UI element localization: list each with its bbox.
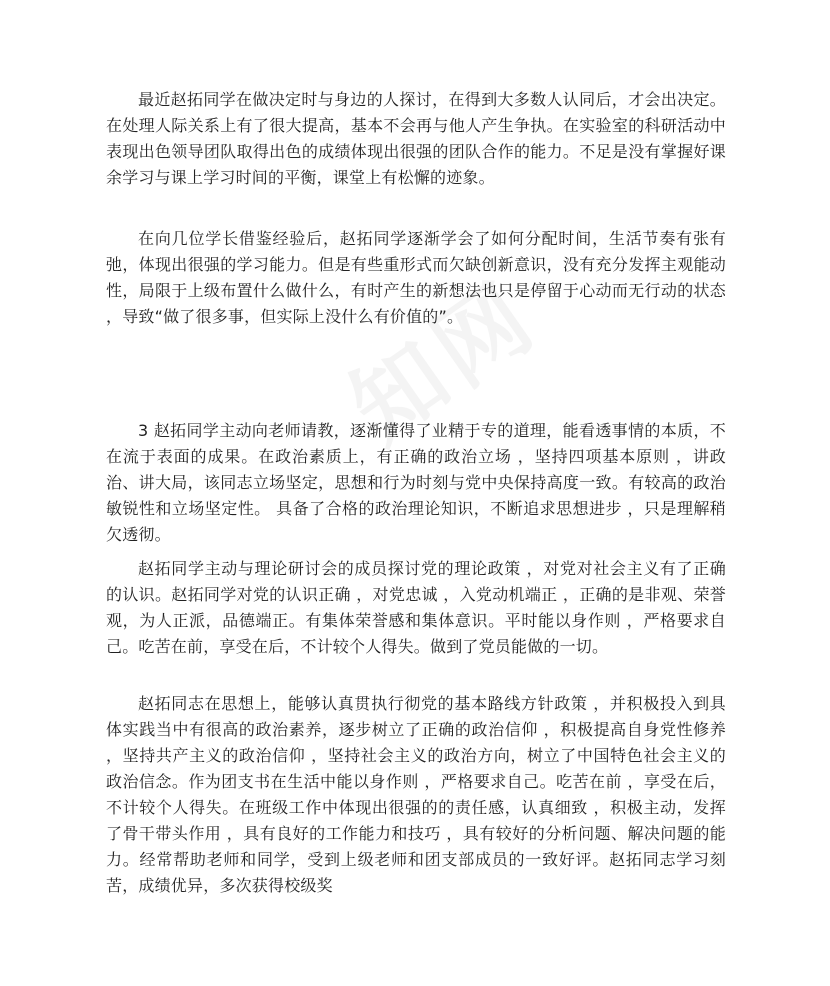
paragraph-3: 3 赵拓同学主动向老师请教，逐渐懂得了业精于专的道理，能看透事情的本质，不在流于表面的成果。在政治素质上，有正确的政治立场 ，坚持四项基本原则 ，讲政治、讲大局，该同志立场坚定，思想和行为时刻与党中央保持高度一致。有较高的政治敏锐性和立场坚定性。 具备了合格的政治理论知识，不断追求思想进步 ，只是理解稍欠透彻。 [106,421,726,544]
paragraph-5: 赵拓同志在思想上，能够认真贯执行彻党的基本路线方针政策 ，并积极投入到具体实践当中有很高的政治素养，逐步树立了正确的政治信仰 ，积极提高自身党性修养 ，坚持共产主义的政治信仰 ，坚持社会主义的政治方向，树立了中国特色社会主义的政治信念。作为团支书在生活中能以身作则 ，严格要求自己。吃苦在前 ，享受在后，不计较个人得失。在班级工作中体现出很强的的责任感，认真细致 ，积极主动，发挥了骨干带头作用 ，具有良好的工作能力和技巧 ，具有较好的分析问题、解决问题的能力。经常帮助老师和同学，受到上级老师和团支部成员的一致好评。赵拓同志学习刻苦，成绩优异，多次获得校级奖 [106,694,726,895]
paragraph-2: 在向几位学长借鉴经验后，赵拓同学逐渐学会了如何分配时间，生活节奏有张有弛，体现出很强的学习能力。但是有些重形式而欠缺创新意识，没有充分发挥主观能动性，局限于上级布置什么做什么，有时产生的新想法也只是停留于心动而无行动的状态 ，导致“做了很多事，但实际上没什么有价值的”。 [106,229,726,326]
paragraph-4: 赵拓同学主动与理论研讨会的成员探讨党的理论政策 ，对党对社会主义有了正确的认识。赵拓同学对党的认识正确 ，对党忠诚 ，入党动机端正 ，正确的是非观、荣誉观，为人正派，品德端正。有集体荣誉感和集体意识。平时能以身作则 ，严格要求自己。吃苦在前，享受在后，不计较个人得失。做到了党员能做的一切。 [106,559,726,656]
paragraph-1: 最近赵拓同学在做决定时与身边的人探讨，在得到大多数人认同后，才会出决定。在处理人际关系上有了很大提高，基本不会再与他人产生争执。在实验室的科研活动中表现出色领导团队取得出色的成绩体现出很强的团队合作的能力。不足是没有掌握好课余学习与课上学习时间的平衡，课堂上有松懈的迹象。 [106,90,726,187]
